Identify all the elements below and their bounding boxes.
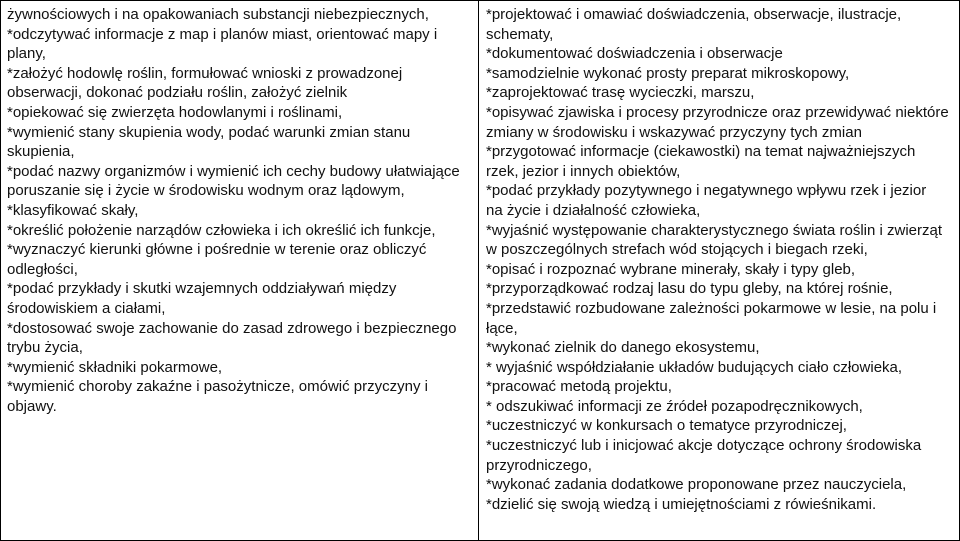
text-line: poruszanie się i życie w środowisku wodnym oraz lądowym, (7, 182, 405, 200)
text-line: *opiekować się zwierzęta hodowlanymi i roślinami, (7, 103, 343, 121)
text-line: *podać przykłady i skutki wzajemnych oddziaływań między (7, 280, 397, 298)
text-line: *zaprojektować trasę wycieczki, marszu, (486, 84, 755, 102)
text-line: *dzielić się swoją wiedzą i umiejętnościami z rówieśnikami. (486, 495, 877, 513)
text-line: *pracować metodą projektu, (486, 378, 672, 396)
text-line: objawy. (7, 397, 57, 415)
text-line: *wyznaczyć kierunki główne i pośrednie w terenie oraz obliczyć (7, 241, 427, 259)
text-line: *klasyfikować skały, (7, 201, 139, 219)
text-line: *wymienić choroby zakaźne i pasożytnicze, omówić przyczyny i (7, 378, 428, 396)
text-line: *wyjaśnić występowanie charakterystycznego świata roślin i zwierząt (486, 221, 943, 239)
text-line: *opisać i rozpoznać wybrane minerały, skały i typy gleb, (486, 260, 856, 278)
text-line: trybu życia, (7, 339, 83, 357)
text-line: skupienia, (7, 143, 75, 161)
text-line: obserwacji, dokonać podziału roślin, założyć zielnik (7, 84, 348, 102)
text-line: przyrodniczego, (486, 456, 592, 474)
text-line: * wyjaśnić współdziałanie układów budujących ciało człowieka, (486, 358, 903, 376)
text-line: plany, (7, 45, 46, 63)
text-line: rzek, jezior i innych obiektów, (486, 162, 681, 180)
text-line: w poszczególnych strefach wód stojących i biegach rzeki, (486, 241, 868, 259)
text-line: *opisywać zjawiska i procesy przyrodnicze oraz przewidywać niektóre (486, 103, 949, 121)
text-line: łące, (486, 319, 518, 337)
text-line: *podać nazwy organizmów i wymienić ich cechy budowy ułatwiające (7, 162, 460, 180)
text-line: *dostosować swoje zachowanie do zasad zdrowego i bezpiecznego (7, 319, 457, 337)
text-line: *projektować i omawiać doświadczenia, obserwacje, ilustracje, (486, 6, 902, 23)
left-column-cell (1, 1, 479, 540)
text-line: *uczestniczyć w konkursach o tematyce przyrodniczej, (486, 417, 847, 435)
text-line: na życie i działalność człowieka, (486, 201, 701, 219)
text-line: *wymienić składniki pokarmowe, (7, 358, 223, 376)
text-line: *samodzielnie wykonać prosty preparat mikroskopowy, (486, 64, 850, 82)
text-line: *podać przykłady pozytywnego i negatywnego wpływu rzek i jezior (486, 182, 927, 200)
text-line: *uczestniczyć lub i inicjować akcje dotyczące ochrony środowiska (486, 437, 922, 455)
text-line: *wykonać zadania dodatkowe proponowane przez nauczyciela, (486, 476, 907, 494)
text-line: *odczytywać informacje z map i planów miast, orientować mapy i (7, 25, 438, 43)
text-line: *przyporządkować rodzaj lasu do typu gleby, na której rośnie, (486, 280, 893, 298)
text-line: *wymienić stany skupienia wody, podać warunki zmian stanu (7, 123, 411, 141)
text-line: schematy, (486, 25, 554, 43)
text-line: *wykonać zielnik do danego ekosystemu, (486, 339, 760, 357)
text-line: *przygotować informacje (ciekawostki) na temat najważniejszych (486, 143, 916, 161)
text-line: *przedstawić rozbudowane zależności pokarmowe w lesie, na polu i (486, 299, 937, 317)
text-line: zmiany w środowisku i wskazywać przyczyny tych zmian (486, 123, 862, 141)
text-line: * odszukiwać informacji ze źródeł pozapodręcznikowych, (486, 397, 863, 415)
right-column-cell (479, 1, 959, 540)
text-line: *założyć hodowlę roślin, formułować wnioski z prowadzonej (7, 64, 403, 82)
text-line: odległości, (7, 260, 78, 278)
text-line: żywnościowych i na opakowaniach substancji niebezpiecznych, (7, 6, 429, 23)
text-line: *określić położenie narządów człowieka i ich określić ich funkcje, (7, 221, 436, 239)
text-line: *dokumentować doświadczenia i obserwacje (486, 45, 783, 63)
text-line: środowiskiem a ciałami, (7, 299, 166, 317)
